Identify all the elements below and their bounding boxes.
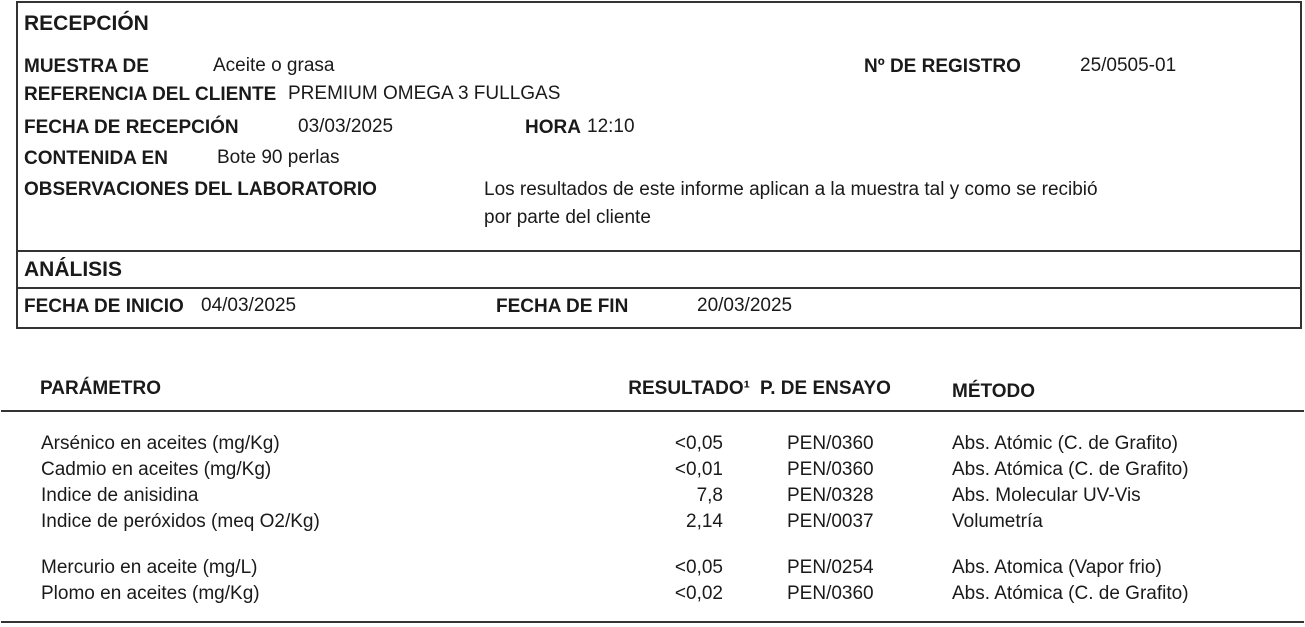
row-parametro: Arsénico en aceites (mg/Kg) <box>41 433 280 454</box>
fecha-inicio-value: 04/03/2025 <box>201 295 297 316</box>
fecha-fin-label: FECHA DE FIN <box>496 296 629 317</box>
row-metodo: Volumetría <box>952 511 1043 532</box>
analisis-section <box>16 250 1302 329</box>
row-ensayo: PEN/0360 <box>787 459 874 480</box>
registro-value: 25/0505-01 <box>1080 55 1177 76</box>
fecha-recepcion-label: FECHA DE RECEPCIÓN <box>24 117 239 138</box>
observaciones-label: OBSERVACIONES DEL LABORATORIO <box>24 179 377 200</box>
row-resultado: <0,01 <box>674 459 723 480</box>
row-resultado: <0,05 <box>674 557 723 578</box>
row-metodo: Abs. Atómic (C. de Grafito) <box>952 433 1178 454</box>
fecha-inicio-label: FECHA DE INICIO <box>24 296 184 317</box>
row-parametro: Plomo en aceites (mg/Kg) <box>41 583 260 604</box>
row-ensayo: PEN/0360 <box>787 583 874 604</box>
hora-label: HORA <box>525 117 581 138</box>
header-resultado: RESULTADO¹ <box>628 378 750 399</box>
recepcion-title: RECEPCIÓN <box>24 12 149 35</box>
row-ensayo: PEN/0328 <box>787 485 874 506</box>
analisis-divider <box>16 287 1302 289</box>
contenida-label: CONTENIDA EN <box>24 148 168 169</box>
analisis-title: ANÁLISIS <box>24 258 123 281</box>
header-metodo: MÉTODO <box>952 381 1036 402</box>
referencia-value: PREMIUM OMEGA 3 FULLGAS <box>288 83 561 104</box>
referencia-label: REFERENCIA DEL CLIENTE <box>24 84 277 105</box>
row-metodo: Abs. Atómica (C. de Grafito) <box>952 459 1189 480</box>
row-metodo: Abs. Molecular UV-Vis <box>952 485 1141 506</box>
contenida-value: Bote 90 perlas <box>217 147 340 168</box>
header-parametro: PARÁMETRO <box>40 378 162 399</box>
muestra-value: Aceite o grasa <box>213 55 335 76</box>
observaciones-line-1: Los resultados de este informe aplican a la muestra tal y como se recibió <box>484 179 1098 200</box>
fecha-recepcion-value: 03/03/2025 <box>298 116 394 137</box>
row-resultado: 7,8 <box>696 485 723 506</box>
row-resultado: 2,14 <box>686 511 723 532</box>
row-parametro: Indice de peróxidos (meq O2/Kg) <box>41 511 320 532</box>
observaciones-line-2: por parte del cliente <box>484 207 651 228</box>
row-ensayo: PEN/0254 <box>787 557 874 578</box>
hora-value: 12:10 <box>587 116 635 137</box>
row-resultado: <0,05 <box>674 433 723 454</box>
row-parametro: Cadmio en aceites (mg/Kg) <box>41 459 272 480</box>
row-parametro: Indice de anisidina <box>41 485 199 506</box>
row-ensayo: PEN/0360 <box>787 433 874 454</box>
fecha-fin-value: 20/03/2025 <box>697 295 793 316</box>
table-bottom-rule <box>1 621 1304 623</box>
row-parametro: Mercurio en aceite (mg/L) <box>41 557 258 578</box>
row-resultado: <0,02 <box>674 583 723 604</box>
row-ensayo: PEN/0037 <box>787 511 874 532</box>
row-metodo: Abs. Atomica (Vapor frio) <box>952 557 1162 578</box>
header-ensayo: P. DE ENSAYO <box>760 378 891 399</box>
muestra-label: MUESTRA DE <box>24 56 149 77</box>
registro-label: Nº DE REGISTRO <box>864 56 1021 77</box>
table-header-rule <box>1 410 1304 412</box>
row-metodo: Abs. Atómica (C. de Grafito) <box>952 583 1189 604</box>
